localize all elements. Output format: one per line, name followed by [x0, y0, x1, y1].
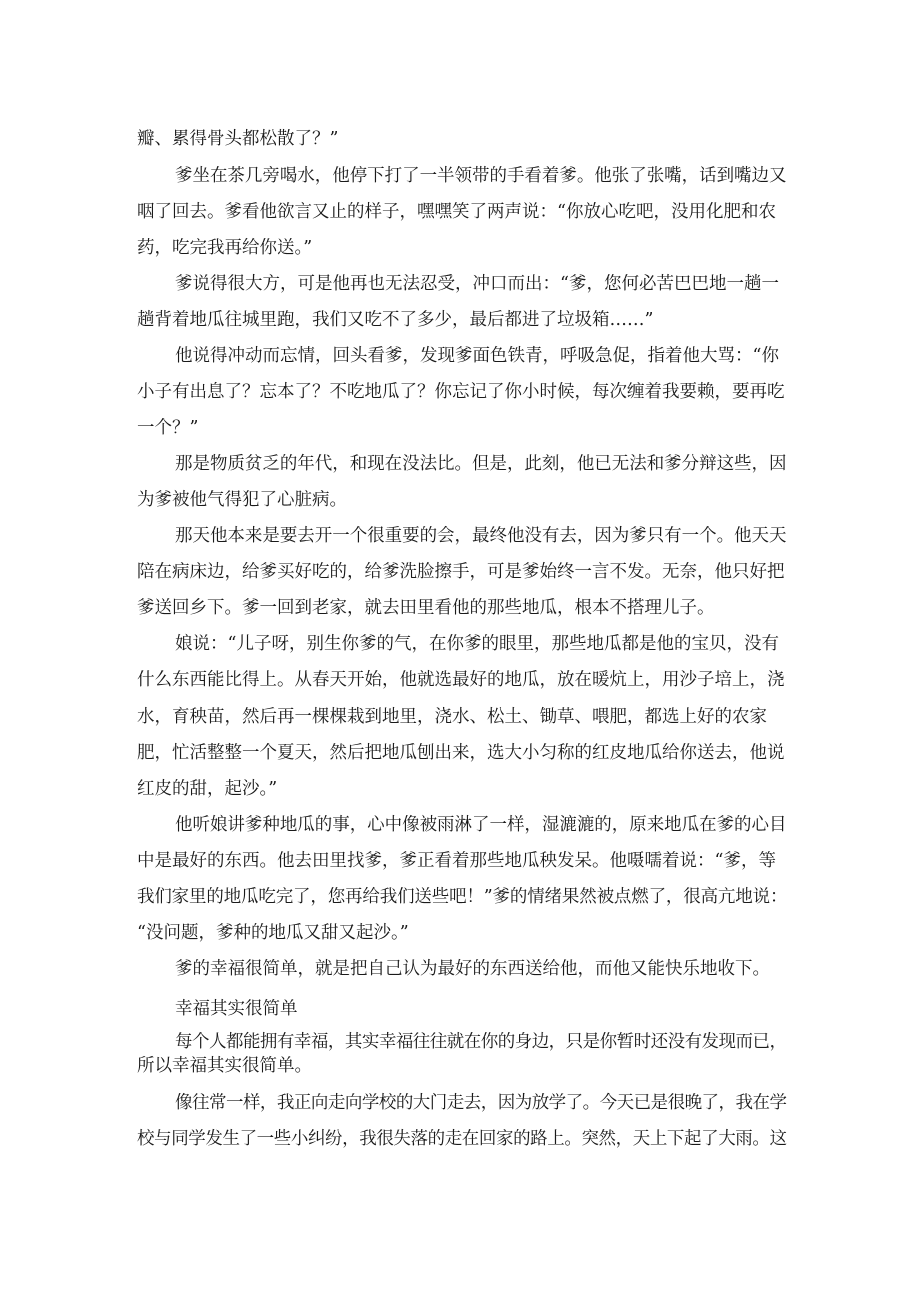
- text-line: “没问题，爹种的地瓜又甜又起沙。”: [137, 923, 409, 943]
- text-line: 爹送回乡下。爹一回到老家，就去田里看他的那些地瓜，根本不搭理儿子。: [137, 598, 715, 618]
- text-line: 那是物质贫乏的年代，和现在没法比。但是，此刻，他已无法和爹分辩这些，因: [175, 454, 787, 474]
- text-line: 像往常一样，我正向走向学校的大门走去，因为放学了。今天已是很晚了，我在学: [175, 1093, 787, 1113]
- text-line: 陪在病床边，给爹买好吃的，给爹洗脸擦手，可是爹始终一言不发。无奈，他只好把: [137, 562, 785, 582]
- text-line: 中是最好的东西。他去田里找爹，爹正看着那些地瓜秧发呆。他嗫嚅着说：“爹，等: [137, 851, 776, 871]
- text-line: 校与同学发生了一些小纠纷，我很失落的走在回家的路上。突然，天上下起了大雨。这: [137, 1129, 787, 1149]
- text-line: 一个？”: [137, 418, 199, 438]
- text-line: 所以幸福其实很简单。: [137, 1056, 312, 1076]
- text-line: 小子有出息了？忘本了？不吃地瓜了？你忘记了你小时候，每次缠着我要赖，要再吃: [137, 382, 785, 402]
- text-line: 爹坐在茶几旁喝水，他停下打了一半领带的手看着爹。他张了张嘴，话到嘴边又: [175, 166, 787, 186]
- text-line: 娘说：“儿子呀，别生你爹的气，在你爹的眼里，那些地瓜都是他的宝贝，没有: [175, 634, 779, 654]
- text-line: 每个人都能拥有幸福，其实幸福往往就在你的身边，只是你暂时还没有发现而已，: [175, 1032, 787, 1052]
- text-line: 水，育秧苗，然后再一棵棵栽到地里，浇水、松土、锄草、喂肥，都选上好的农家: [137, 707, 767, 727]
- text-line: 他说得冲动而忘情，回头看爹，发现爹面色铁青，呼吸急促，指着他大骂：“你: [175, 346, 779, 366]
- text-line: 咽了回去。爹看他欲言又止的样子，嘿嘿笑了两声说：“你放心吃吧，没用化肥和农: [137, 202, 776, 222]
- text-line: 药，吃完我再给你送。”: [137, 238, 313, 258]
- text-line: 爹说得很大方，可是他再也无法忍受，冲口而出：“爹，您何必苦巴巴地一趟一: [175, 274, 779, 294]
- text-line: 他听娘讲爹种地瓜的事，心中像被雨淋了一样，湿漉漉的，原来地瓜在爹的心目: [175, 815, 787, 835]
- text-line: 肥，忙活整整一个夏天，然后把地瓜刨出来，选大小匀称的红皮地瓜给你送去，他说: [137, 743, 785, 763]
- text-line: 瓣、累得骨头都松散了？”: [137, 129, 339, 149]
- text-line: 什么东西能比得上。从春天开始，他就选最好的地瓜，放在暖炕上，用沙子培上，浇: [137, 670, 785, 690]
- text-line: 为爹被他气得犯了心脏病。: [137, 490, 347, 510]
- text-line: 趟背着地瓜往城里跑，我们又吃不了多少，最后都进了垃圾箱……”: [137, 310, 654, 330]
- text-line: 那天他本来是要去开一个很重要的会，最终他没有去，因为爹只有一个。他天天: [175, 526, 787, 546]
- text-line: 红皮的甜，起沙。”: [137, 779, 278, 799]
- section-heading: 幸福其实很简单: [175, 999, 298, 1019]
- text-line: 我们家里的地瓜吃完了，您再给我们送些吧！”爹的情绪果然被点燃了，很高亢地说：: [137, 887, 788, 907]
- text-line: 爹的幸福很简单，就是把自己认为最好的东西送给他，而他又能快乐地收下。: [175, 959, 770, 979]
